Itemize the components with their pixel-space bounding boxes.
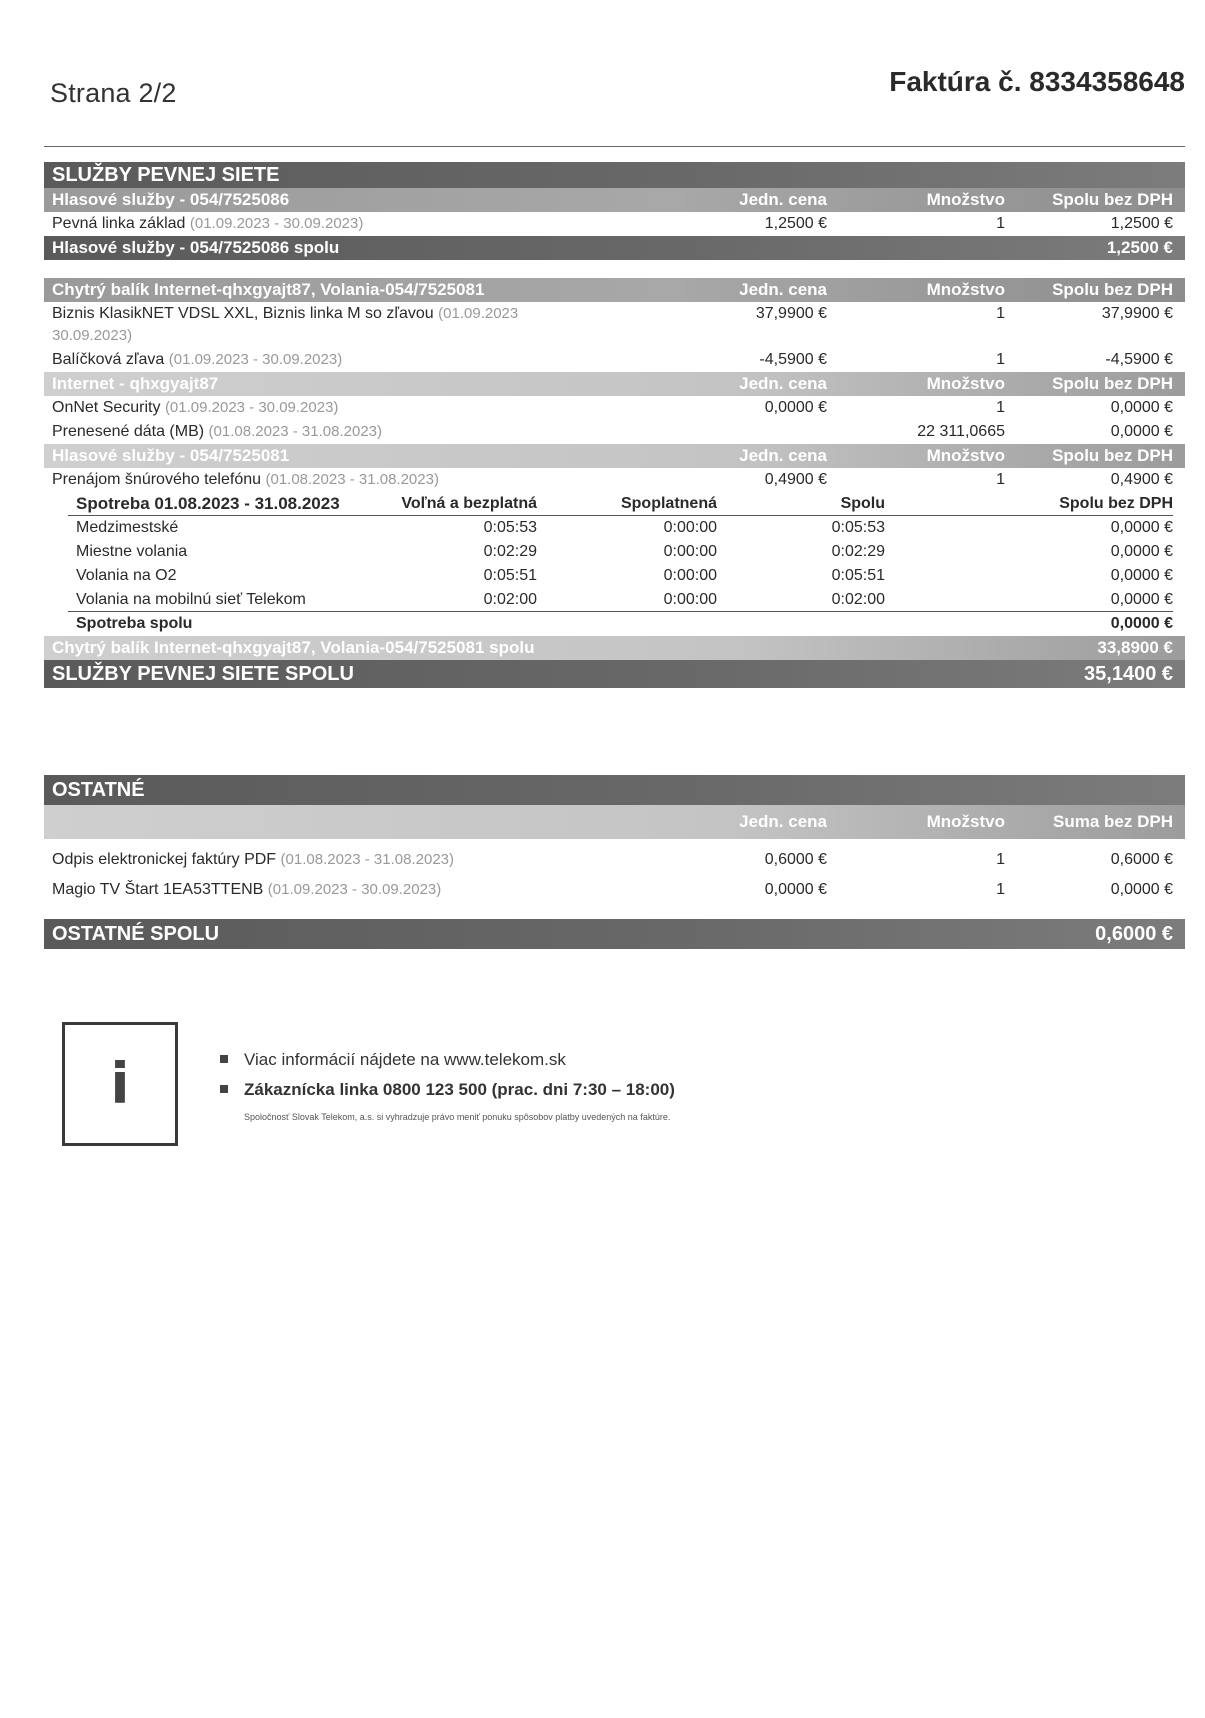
col-sum: Spolu: [840, 495, 885, 512]
subtotal-label: Hlasové služby - 054/7525086 spolu: [52, 238, 340, 257]
item-total: 0,6000 €: [1110, 851, 1173, 868]
item-period: (01.09.2023 - 30.09.2023): [267, 881, 442, 898]
col-quantity: Množstvo: [926, 280, 1005, 299]
section-total-value: 0,6000 €: [1095, 923, 1173, 945]
item-period: (01.09.2023 - 30.09.2023): [189, 215, 364, 232]
subtotal-label: Chytrý balík Internet-qhxgyajt87, Volania-054/7525081 spolu: [52, 638, 535, 657]
item-total: 37,9900 €: [1101, 305, 1173, 322]
usage-name: Miestne volania: [76, 543, 188, 560]
item-quantity: 1: [996, 351, 1005, 368]
usage-total: 0,0000 €: [1110, 543, 1173, 560]
table-row: [44, 302, 1185, 348]
item-name: Odpis elektronickej faktúry PDF: [52, 851, 277, 868]
usage-total-label: Spotreba spolu: [76, 615, 193, 632]
usage-free: 0:02:29: [483, 543, 537, 560]
item-name: Biznis KlasikNET VDSL XXL, Biznis linka M so zľavou: [52, 305, 434, 322]
info-line-web: [220, 1050, 675, 1070]
usage-total: 0,0000 €: [1110, 519, 1173, 536]
item-name: Prenesené dáta (MB): [52, 423, 205, 440]
item-period: (01.08.2023 - 31.08.2023): [208, 423, 382, 440]
col-quantity: Množstvo: [926, 190, 1005, 209]
header-divider: [44, 146, 1185, 147]
item-unit-price: 0,4900 €: [764, 471, 827, 488]
col-total: Spolu bez DPH: [1052, 280, 1173, 299]
other-column-header: [44, 805, 1185, 839]
section-total-label: SLUŽBY PEVNEJ SIETE SPOLU: [52, 663, 354, 685]
item-quantity: 1: [996, 305, 1005, 322]
item-total: 0,0000 €: [1110, 399, 1173, 416]
usage-total-value: 0,0000 €: [1110, 615, 1173, 632]
subtotal-value: 33,8900 €: [1097, 638, 1173, 657]
item-period: (01.09.2023: [438, 305, 519, 322]
section-total-value: 35,1400 €: [1084, 663, 1173, 685]
group-title: Internet - qhxgyajt87: [52, 374, 219, 393]
info-glyph: i: [110, 1051, 130, 1117]
col-paid: Spoplatnená: [620, 495, 717, 512]
col-quantity: Množstvo: [926, 446, 1005, 465]
item-total: 0,4900 €: [1110, 471, 1173, 488]
usage-total-row: [44, 612, 1185, 636]
item-unit-price: -4,5900 €: [759, 351, 827, 368]
info-icon: [62, 1022, 178, 1146]
table-row: [44, 468, 1185, 492]
col-total: Suma bez DPH: [1053, 812, 1173, 831]
group-header-internet: [44, 372, 1185, 396]
subtotal-value: 1,2500 €: [1106, 238, 1173, 257]
item-name: Balíčková zľava: [52, 351, 165, 368]
item-unit-price: 0,6000 €: [764, 851, 827, 868]
group-header-bundle: [44, 278, 1185, 302]
section-total-label: OSTATNÉ SPOLU: [52, 923, 220, 945]
usage-name: Medzimestské: [76, 519, 179, 536]
item-total: 1,2500 €: [1110, 215, 1173, 232]
usage-name: Volania na mobilnú sieť Telekom: [76, 591, 306, 608]
info-text: Viac informácií nájdete na www.telekom.sk: [244, 1050, 566, 1069]
col-quantity: Množstvo: [926, 374, 1005, 393]
col-unit-price: Jedn. cena: [739, 446, 827, 465]
item-quantity: 1: [996, 471, 1005, 488]
section-total-fixed: [44, 660, 1185, 688]
item-unit-price: 0,0000 €: [764, 881, 827, 898]
usage-title: Spotreba 01.08.2023 - 31.08.2023: [76, 494, 340, 513]
col-total: Spolu bez DPH: [1059, 495, 1173, 512]
item-period: (01.08.2023 - 31.08.2023): [265, 471, 439, 488]
table-row: [44, 540, 1185, 564]
item-name: Magio TV Štart 1EA53TTENB: [52, 881, 264, 898]
col-total: Spolu bez DPH: [1052, 374, 1173, 393]
item-period: (01.08.2023 - 31.08.2023): [280, 851, 454, 868]
item-name: OnNet Security: [52, 399, 161, 416]
item-unit-price: 1,2500 €: [764, 215, 827, 232]
col-total: Spolu bez DPH: [1052, 190, 1173, 209]
usage-free: 0:05:53: [483, 519, 537, 536]
info-line-hotline: [220, 1080, 675, 1100]
item-unit-price: 37,9900 €: [755, 305, 827, 322]
bullet-icon: [220, 1085, 228, 1093]
section-header-other: [44, 775, 1185, 805]
page-number: Strana 2/2: [50, 78, 177, 108]
section-total-other: [44, 919, 1185, 949]
item-total: -4,5900 €: [1105, 351, 1173, 368]
table-row: [44, 396, 1185, 420]
group-header-voice2: [44, 444, 1185, 468]
info-notes: [220, 1050, 675, 1110]
col-unit-price: Jedn. cena: [739, 812, 827, 831]
usage-sum: 0:05:53: [831, 519, 885, 536]
table-row: [44, 845, 1185, 875]
item-quantity: 1: [996, 399, 1005, 416]
usage-paid: 0:00:00: [663, 591, 717, 608]
usage-free: 0:02:00: [483, 591, 537, 608]
usage-name: Volania na O2: [76, 567, 177, 584]
item-name: Pevná linka základ: [52, 215, 186, 232]
usage-free: 0:05:51: [483, 567, 537, 584]
table-row: [44, 420, 1185, 444]
usage-total: 0,0000 €: [1110, 567, 1173, 584]
table-row: [44, 588, 1185, 612]
table-row: [44, 348, 1185, 372]
usage-header: [44, 492, 1185, 516]
col-free: Voľná a bezplatná: [401, 495, 537, 512]
other-services-table: [44, 775, 1185, 949]
table-row: [44, 564, 1185, 588]
bullet-icon: [220, 1055, 228, 1063]
col-quantity: Množstvo: [926, 812, 1005, 831]
table-row: [44, 875, 1185, 905]
item-period: (01.09.2023 - 30.09.2023): [168, 351, 343, 368]
group-subtotal-voice1: [44, 236, 1185, 260]
usage-table: [44, 492, 1185, 636]
section-title: OSTATNÉ: [52, 779, 145, 801]
bundle-subtotal: [44, 636, 1185, 660]
item-quantity: 1: [996, 215, 1005, 232]
col-unit-price: Jedn. cena: [739, 190, 827, 209]
disclaimer: Spoločnosť Slovak Telekom, a.s. si vyhradzuje právo meniť ponuku spôsobov platby uvedených na faktúre.: [244, 1112, 671, 1122]
group-title: Hlasové služby - 054/7525086: [52, 190, 290, 209]
item-total: 0,0000 €: [1110, 423, 1173, 440]
usage-total: 0,0000 €: [1110, 591, 1173, 608]
col-total: Spolu bez DPH: [1052, 446, 1173, 465]
usage-sum: 0:02:00: [831, 591, 885, 608]
item-period-cont: 30.09.2023): [52, 327, 133, 344]
info-text: Zákaznícka linka 0800 123 500 (prac. dni 7:30 – 18:00): [244, 1080, 675, 1099]
section-header-fixed: [44, 162, 1185, 188]
item-unit-price: 0,0000 €: [764, 399, 827, 416]
col-unit-price: Jedn. cena: [739, 374, 827, 393]
fixed-services-table: [44, 162, 1185, 688]
section-title: SLUŽBY PEVNEJ SIETE: [52, 164, 280, 186]
group-title: Chytrý balík Internet-qhxgyajt87, Volania-054/7525081: [52, 280, 485, 299]
item-quantity: 22 311,0665: [917, 423, 1005, 440]
item-name: Prenájom šnúrového telefónu: [52, 471, 262, 488]
item-quantity: 1: [996, 851, 1005, 868]
group-header-voice1: [44, 188, 1185, 212]
usage-sum: 0:05:51: [831, 567, 885, 584]
usage-paid: 0:00:00: [663, 567, 717, 584]
table-row: [44, 212, 1185, 236]
table-row: [44, 516, 1185, 540]
usage-paid: 0:00:00: [663, 543, 717, 560]
usage-sum: 0:02:29: [831, 543, 885, 560]
col-unit-price: Jedn. cena: [739, 280, 827, 299]
item-total: 0,0000 €: [1110, 881, 1173, 898]
usage-paid: 0:00:00: [663, 519, 717, 536]
item-period: (01.09.2023 - 30.09.2023): [164, 399, 339, 416]
group-title: Hlasové služby - 054/7525081: [52, 446, 290, 465]
item-quantity: 1: [996, 881, 1005, 898]
invoice-number: Faktúra č. 8334358648: [889, 66, 1185, 97]
